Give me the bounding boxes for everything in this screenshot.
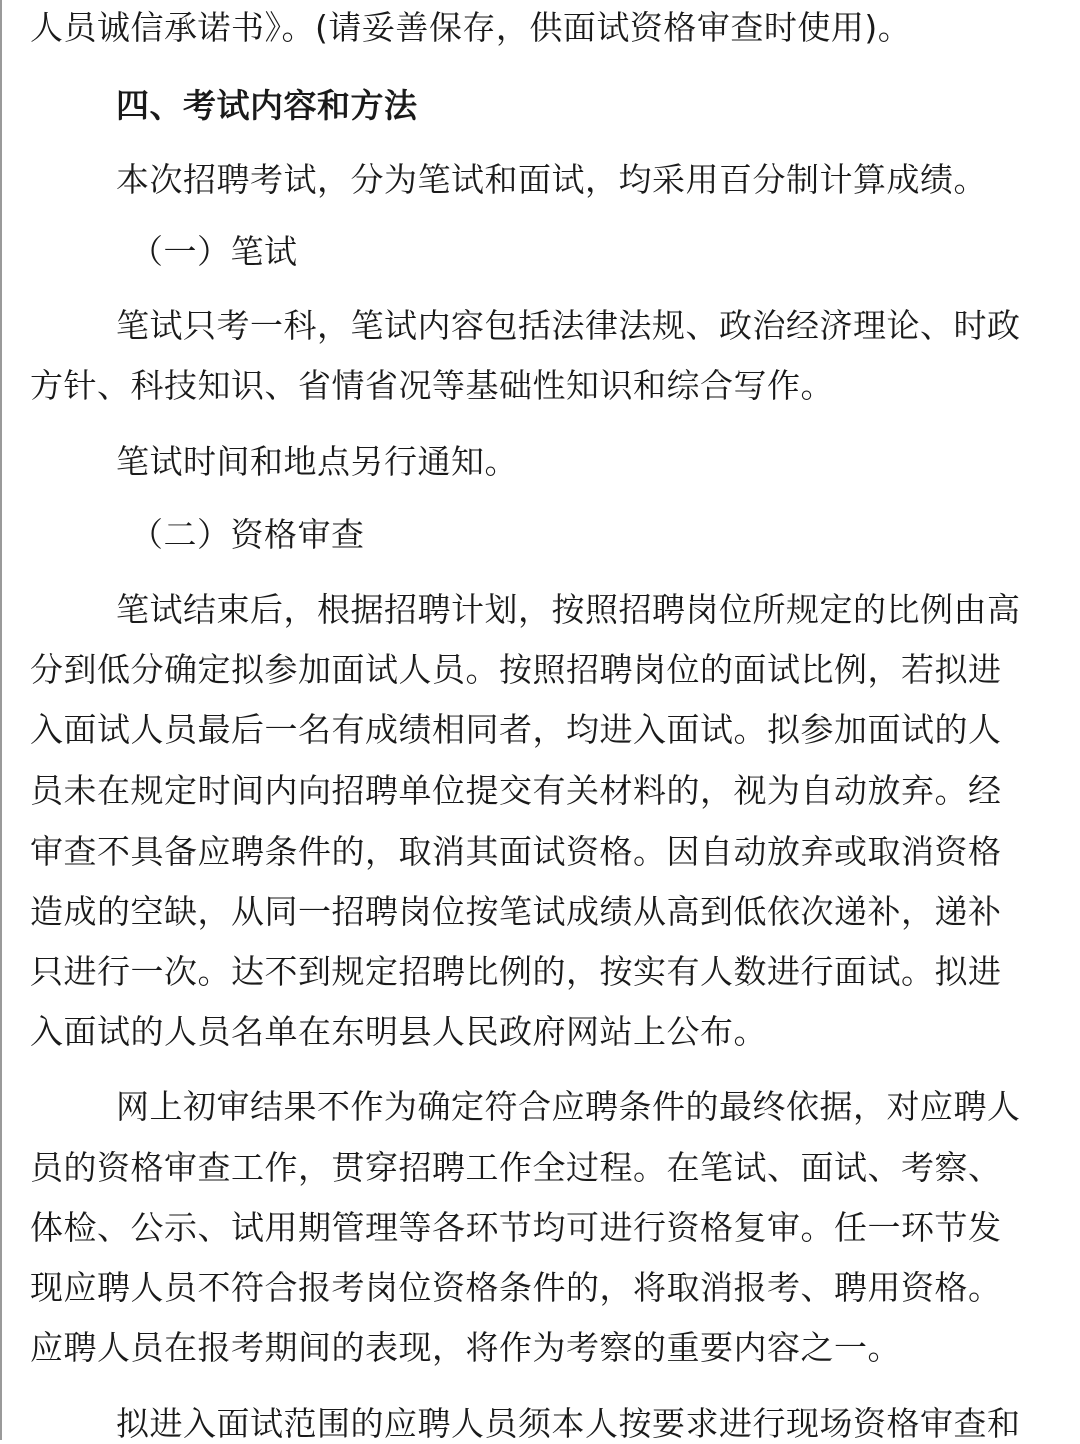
paragraph-line: 拟进入面试范围的应聘人员须本人按要求进行现场资格审查和 <box>116 1404 1021 1443</box>
paragraph-line: 笔试时间和地点另行通知。 <box>116 442 518 481</box>
paragraph-line: 方针、科技知识、省情省况等基础性知识和综合写作。 <box>30 366 834 405</box>
paragraph-line: 入面试人员最后一名有成绩相同者，均进入面试。拟参加面试的人 <box>30 710 1002 749</box>
section-heading: 四、考试内容和方法 <box>116 86 418 125</box>
paragraph-line: 只进行一次。达不到规定招聘比例的，按实有人数进行面试。拟进 <box>30 952 1002 991</box>
paragraph-line: 笔试只考一科，笔试内容包括法律法规、政治经济理论、时政 <box>116 306 1021 345</box>
paragraph-line: 造成的空缺，从同一招聘岗位按笔试成绩从高到低依次递补，递补 <box>30 892 1002 931</box>
paragraph-line: 入面试的人员名单在东明县人民政府网站上公布。 <box>30 1012 767 1051</box>
paragraph-line: 本次招聘考试，分为笔试和面试，均采用百分制计算成绩。 <box>116 160 987 199</box>
paragraph-line: 网上初审结果不作为确定符合应聘条件的最终依据，对应聘人 <box>116 1087 1021 1126</box>
paragraph-line: 笔试结束后，根据招聘计划，按照招聘岗位所规定的比例由高 <box>116 590 1021 629</box>
paragraph-line: 应聘人员在报考期间的表现，将作为考察的重要内容之一。 <box>30 1328 901 1367</box>
subsection-heading: （二）资格审查 <box>130 515 365 554</box>
paragraph-line: 员未在规定时间内向招聘单位提交有关材料的，视为自动放弃。经 <box>30 771 1002 810</box>
paragraph-line: 员的资格审查工作，贯穿招聘工作全过程。在笔试、面试、考察、 <box>30 1148 1002 1187</box>
paragraph-continuation: 人员诚信承诺书》。(请妥善保存，供面试资格审查时使用)。 <box>30 8 912 47</box>
paragraph-line: 体检、公示、试用期管理等各环节均可进行资格复审。任一环节发 <box>30 1208 1002 1247</box>
subsection-heading: （一）笔试 <box>130 232 298 271</box>
paragraph-line: 现应聘人员不符合报考岗位资格条件的，将取消报考、聘用资格。 <box>30 1268 1002 1307</box>
paragraph-line: 审查不具备应聘条件的，取消其面试资格。因自动放弃或取消资格 <box>30 832 1002 871</box>
paragraph-line: 分到低分确定拟参加面试人员。按照招聘岗位的面试比例，若拟进 <box>30 650 1002 689</box>
